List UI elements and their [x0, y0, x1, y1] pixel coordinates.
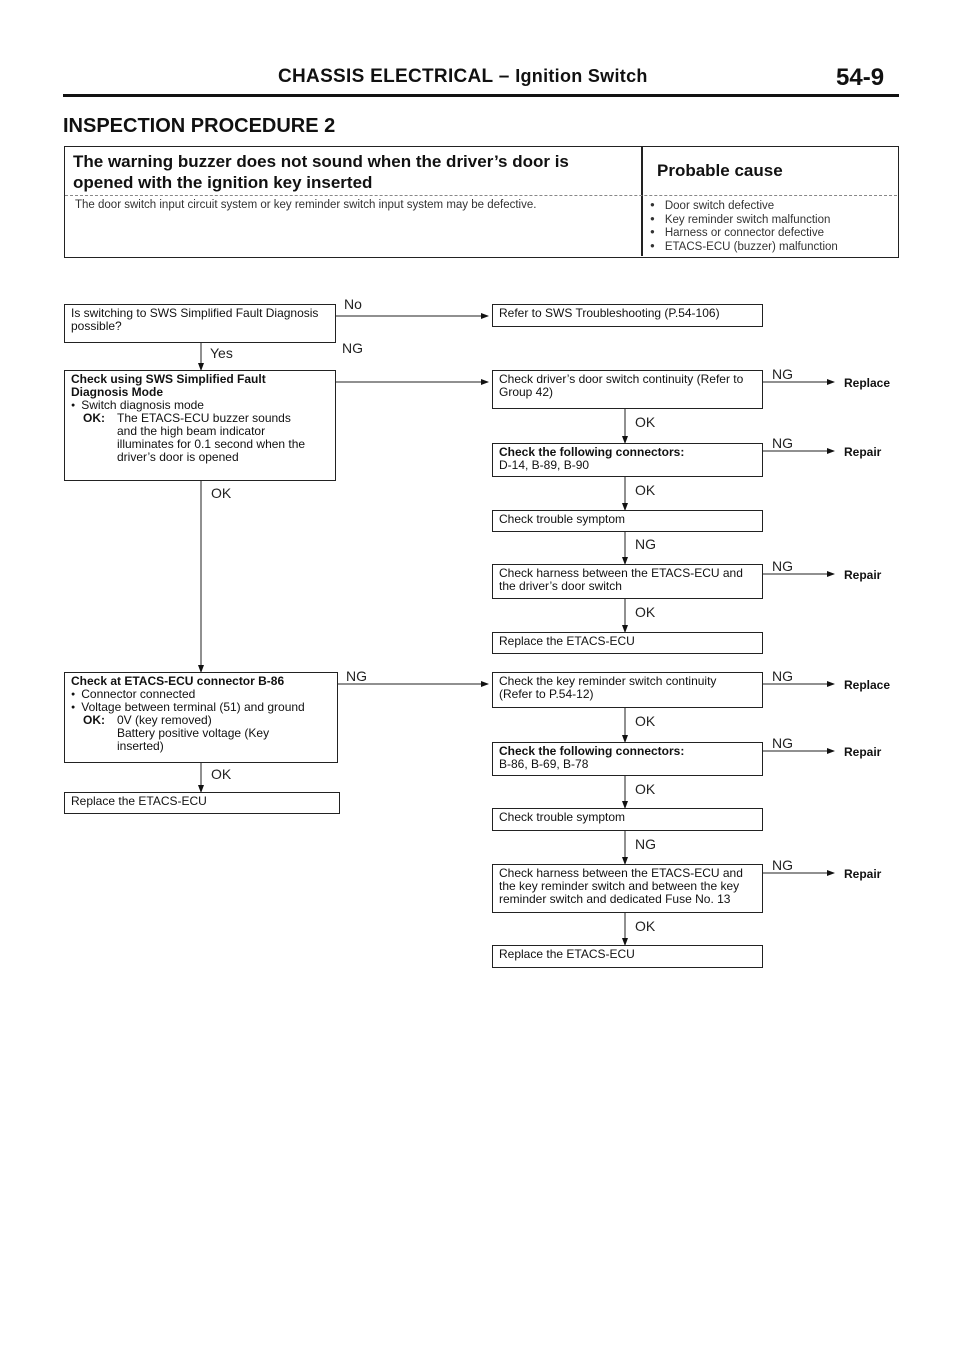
no-label: No	[344, 296, 362, 312]
check-sws-ok1: The ETACS-ECU buzzer sounds	[117, 411, 291, 425]
symptom-title-line1: The warning buzzer does not sound when the driver’s door is	[73, 152, 569, 171]
ok-key: OK:	[83, 713, 105, 727]
key-switch-line2: (Refer to P.54-12)	[499, 687, 594, 701]
ok-label: OK	[211, 485, 232, 501]
check-door-switch-box	[492, 370, 763, 409]
harness2-line1: Check harness between the ETACS-ECU and	[499, 866, 743, 880]
symptom-title-line2: opened with the ignition key inserted	[73, 173, 373, 192]
harness1-line1: Check harness between the ETACS-ECU and	[499, 566, 743, 580]
result-repair: Repair	[844, 745, 882, 759]
door-switch-line1: Check driver’s door switch continuity (Refer to	[499, 372, 744, 386]
ok-label: OK	[635, 918, 656, 934]
subsection-title: Ignition Switch	[515, 66, 648, 86]
replace-etacs-box-1: Replace the ETACS-ECU	[492, 632, 763, 654]
check-sws-title1: Check using SWS Simplified Fault	[71, 372, 266, 386]
check-sws-ok3: illuminates for 0.1 second when the	[117, 437, 306, 451]
check-trouble-symptom-box-2: Check trouble symptom	[492, 808, 763, 831]
sws-possible-question	[64, 304, 336, 343]
ng-label: NG	[772, 857, 793, 873]
harness1-line2: the driver’s door switch	[499, 579, 622, 593]
harness2-line3: reminder switch and dedicated Fuse No. 13	[499, 892, 731, 906]
ok-label: OK	[635, 604, 656, 620]
replace-etacs-box-left: Replace the ETACS-ECU	[64, 792, 340, 814]
check-connectors-box-1	[492, 443, 763, 477]
check-connectors-box-2	[492, 742, 763, 776]
ok-label: OK	[635, 781, 656, 797]
ng-label: NG	[772, 366, 793, 382]
check-b86-bullet1: ● Connector connected	[71, 688, 331, 701]
ng-label: NG	[342, 340, 363, 356]
ng-label: NG	[772, 558, 793, 574]
harness2-line2: the key reminder switch and between the key	[499, 879, 740, 893]
ng-label: NG	[772, 735, 793, 751]
check-harness-box-2	[492, 864, 763, 913]
cause-item: ● ETACS-ECU (buzzer) malfunction	[650, 240, 838, 254]
cause-item: ● Harness or connector defective	[650, 226, 838, 240]
ok-label: OK	[211, 766, 232, 782]
ok-key: OK:	[83, 411, 105, 425]
result-repair: Repair	[844, 867, 882, 881]
connectors-title: Check the following connectors:	[499, 445, 685, 459]
ng-label: NG	[346, 668, 367, 684]
ok-label: OK	[635, 414, 656, 430]
check-b86-ok3: inserted)	[117, 739, 164, 753]
check-b86-title: Check at ETACS-ECU connector B-86	[71, 674, 285, 688]
ng-label: NG	[635, 836, 656, 852]
result-replace: Replace	[844, 678, 891, 692]
result-repair: Repair	[844, 445, 882, 459]
check-b86-box	[64, 672, 338, 763]
procedure-title: INSPECTION PROCEDURE 2	[63, 115, 336, 137]
question-line1: Is switching to SWS Simplified Fault Diagnosis	[71, 306, 319, 320]
connectors-list: B-86, B-69, B-78	[499, 757, 589, 771]
section-title: CHASSIS ELECTRICAL	[278, 66, 494, 87]
question-line2: possible?	[71, 319, 122, 333]
yes-label: Yes	[210, 345, 233, 361]
connectors-list: D-14, B-89, B-90	[499, 458, 590, 472]
check-key-reminder-box	[492, 672, 763, 708]
result-repair: Repair	[844, 568, 882, 582]
connectors-title: Check the following connectors:	[499, 744, 685, 758]
check-b86-bullet2: ● Voltage between terminal (51) and ground	[71, 701, 331, 714]
ok-label: OK	[635, 482, 656, 498]
check-sws-title2: Diagnosis Mode	[71, 385, 164, 399]
check-sws-ok2: and the high beam indicator	[117, 424, 266, 438]
ng-label: NG	[772, 668, 793, 684]
check-sws-box	[64, 370, 336, 481]
header-dash: –	[498, 66, 510, 87]
check-harness-box-1	[492, 564, 763, 599]
check-b86-ok1: 0V (key removed)	[117, 713, 212, 727]
cause-item: ● Key reminder switch malfunction	[650, 213, 838, 227]
page-number: 54-9	[836, 64, 885, 91]
symptom-description: The door switch input circuit system or key reminder switch input system may be defective.	[75, 199, 537, 211]
check-sws-ok4: driver’s door is opened	[117, 450, 239, 464]
door-switch-line2: Group 42)	[499, 385, 554, 399]
ng-label: NG	[772, 435, 793, 451]
check-b86-ok2: Battery positive voltage (Key	[117, 726, 270, 740]
key-switch-line1: Check the key reminder switch continuity	[499, 674, 717, 688]
probable-cause-title: Probable cause	[657, 161, 783, 180]
refer-sws-box: Refer to SWS Troubleshooting (P.54-106)	[492, 304, 763, 327]
check-sws-bullet: ● Switch diagnosis mode	[71, 399, 329, 412]
check-trouble-symptom-box-1: Check trouble symptom	[492, 510, 763, 532]
ok-label: OK	[635, 713, 656, 729]
cause-item: ● Door switch defective	[650, 199, 838, 213]
ng-label: NG	[635, 536, 656, 552]
replace-etacs-box-2: Replace the ETACS-ECU	[492, 945, 763, 968]
result-replace: Replace	[844, 376, 891, 390]
